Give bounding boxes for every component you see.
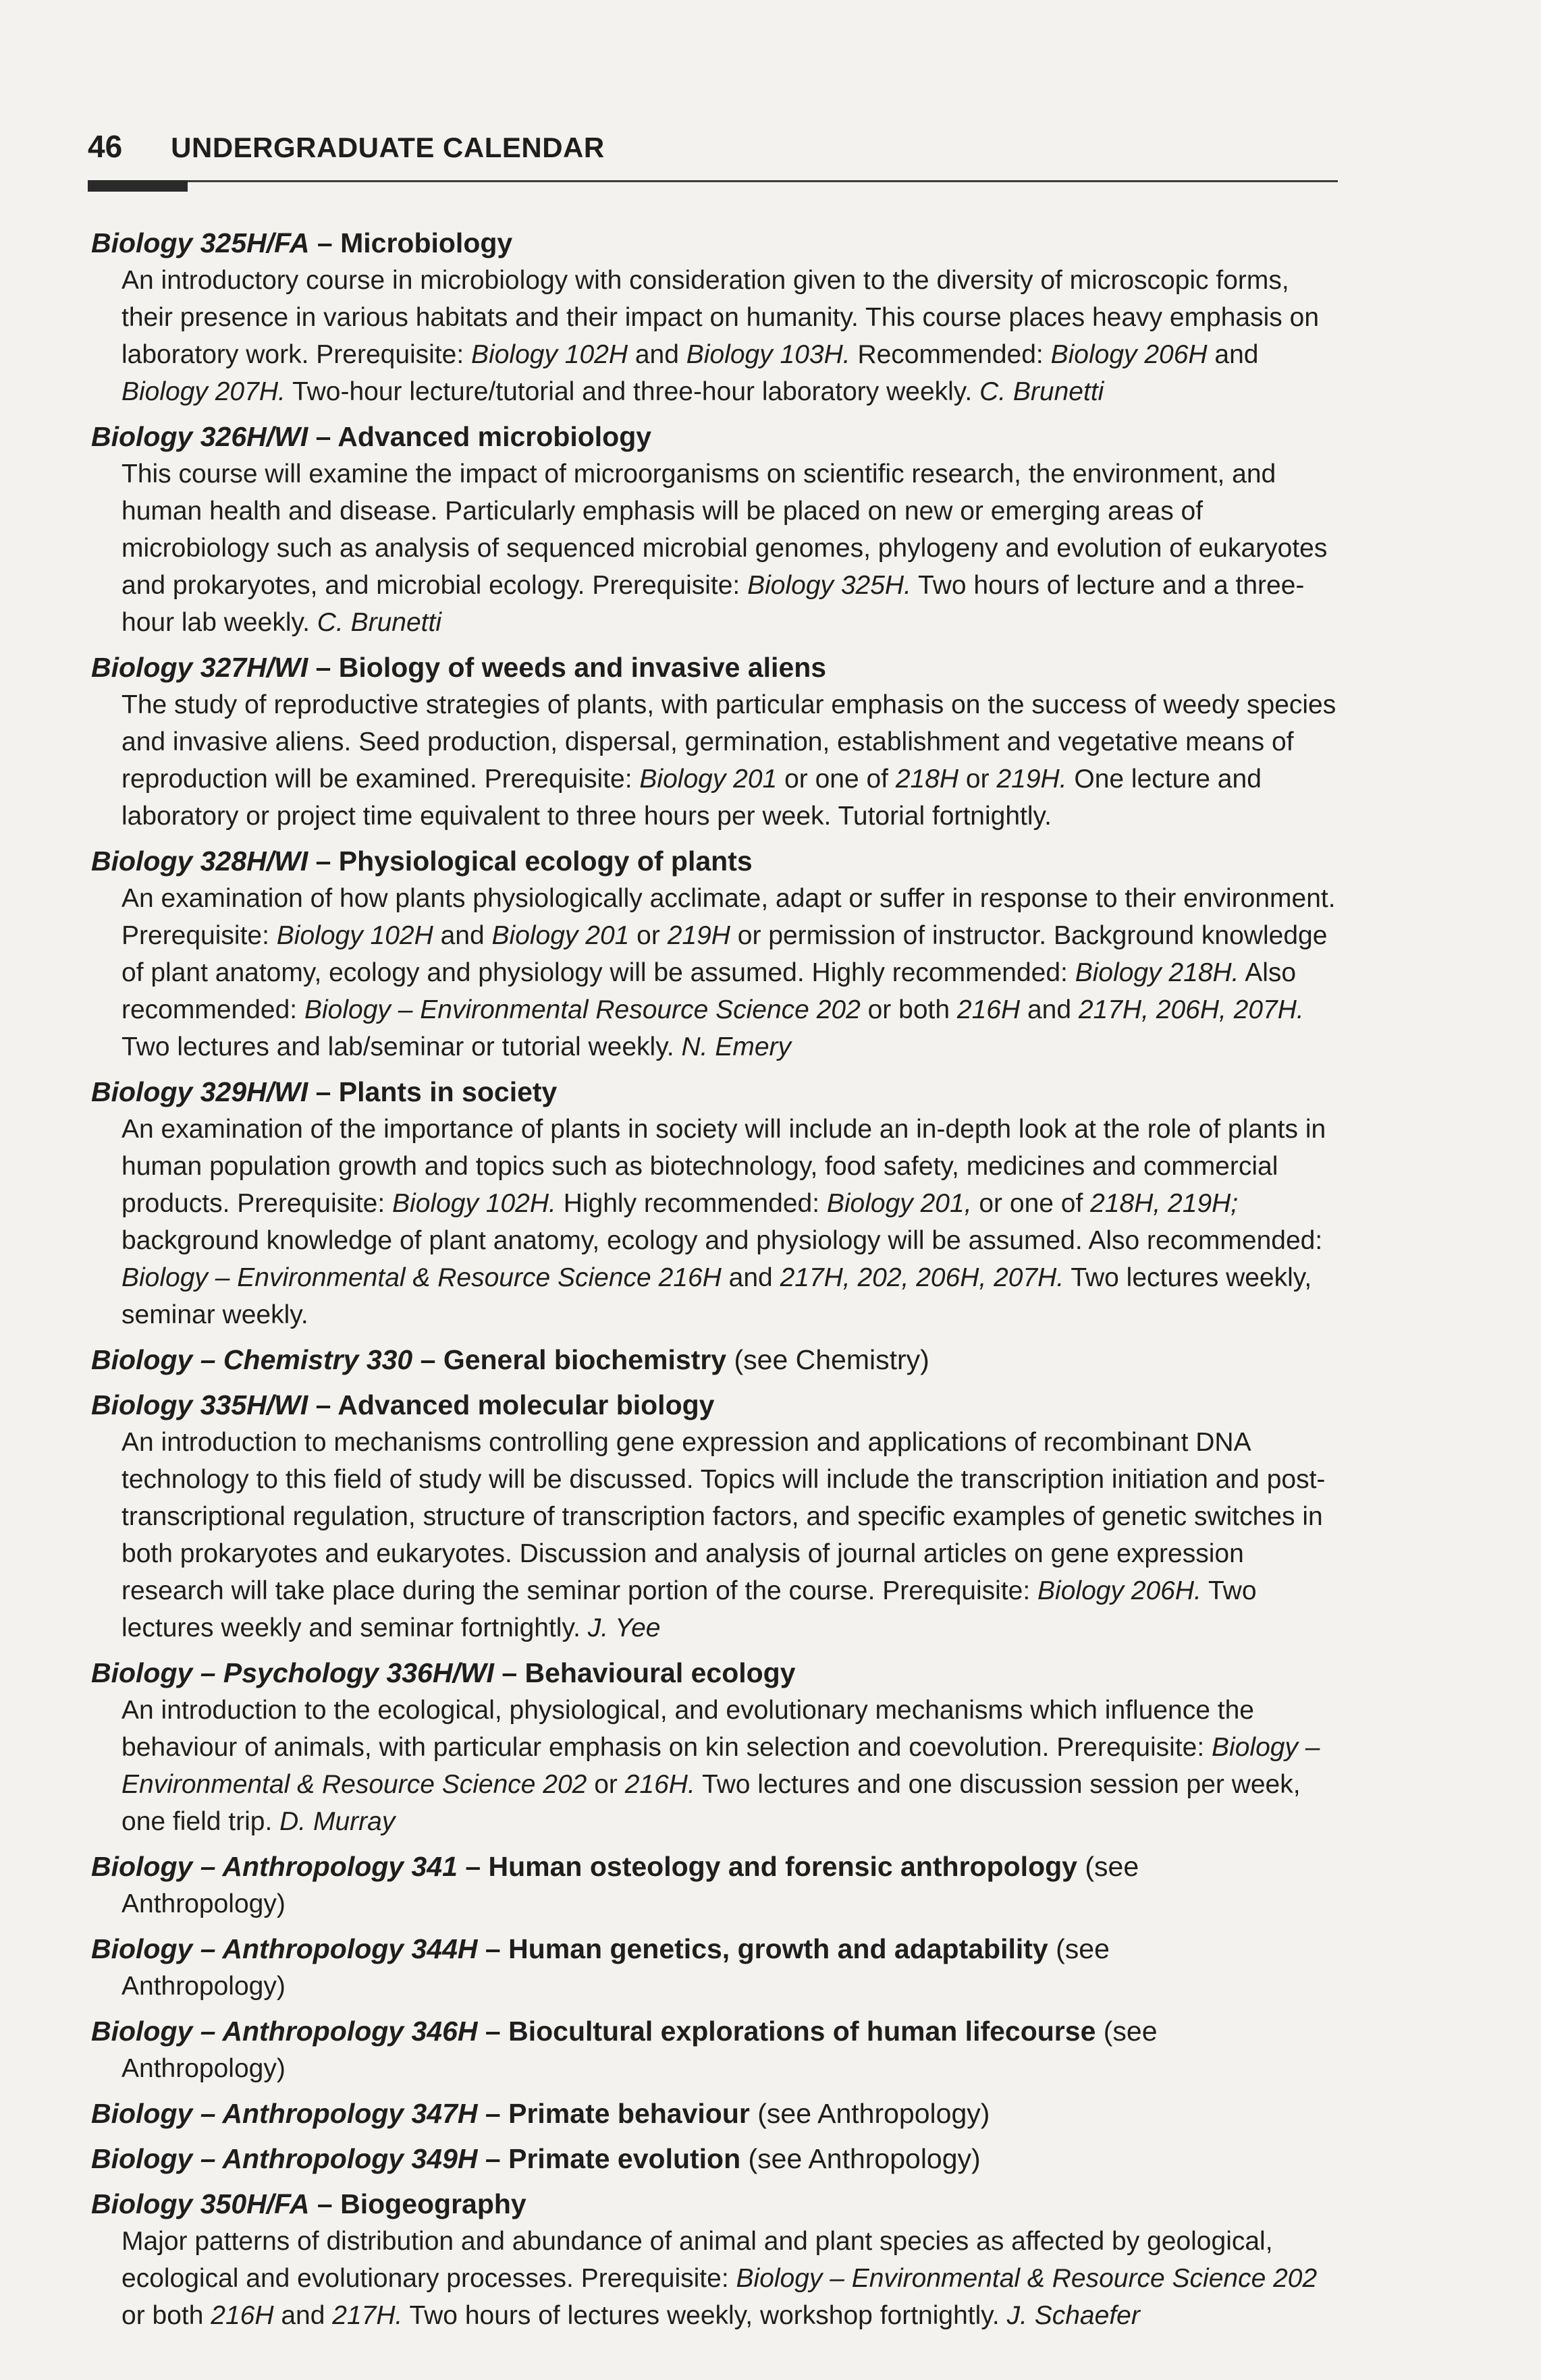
description-segment: or (629, 921, 668, 950)
description-segment: One lecture and laboratory or project time equivalent to three hours per week. Tutorial fortnightly. (121, 765, 1262, 831)
course-title (91, 1655, 1347, 1692)
description-italic-segment: Biology 102H. (392, 1189, 556, 1218)
description-segment: and (1020, 995, 1079, 1024)
course-name: – Human genetics, growth and adaptability (477, 1933, 1048, 1964)
course-entry (91, 1074, 1347, 1333)
description-italic-segment: N. Emery (681, 1032, 791, 1061)
course-code: Biology – Anthropology 349H (91, 2143, 478, 2174)
description-segment: The study of reproductive strategies of plants, with particular emphasis on the success of weedy species and invasive aliens. Seed production, dispersal, germination, establishment and vegetative means of reproduction will be examined. Prerequisite: (121, 690, 1336, 794)
description-segment: or permission of instructor. Background knowledge of plant anatomy, ecology and physiology will be assumed. Highly recommended: (121, 921, 1328, 987)
page-number: 46 (88, 129, 123, 164)
course-entry (91, 2095, 1347, 2132)
description-segment: and (433, 921, 492, 950)
description-italic-segment: Biology 207H. (121, 377, 286, 406)
description-segment: Two lectures weekly, seminar weekly. (121, 1263, 1312, 1329)
course-list (91, 225, 1347, 2342)
course-name: – Advanced microbiology (308, 421, 652, 452)
course-code: Biology – Anthropology 341 (91, 1851, 458, 1882)
description-italic-segment: Biology 206H (1050, 340, 1208, 369)
course-entry (91, 225, 1347, 410)
course-description (91, 262, 1347, 410)
course-code: Biology 335H/WI (91, 1389, 308, 1420)
course-name: – Biogeography (309, 2188, 526, 2219)
description-italic-segment: J. Schaefer (1006, 2301, 1140, 2330)
course-name: – Advanced molecular biology (308, 1389, 715, 1420)
course-code: Biology 328H/WI (91, 846, 308, 877)
course-title (91, 2095, 1347, 2132)
description-segment: An introduction to mechanisms controlling gene expression and applications of recombinant DNA technology to this field of study will be discussed. Topics will include the transcription initiation and post-transcriptional regulation, structure of transcription factors, and specific examples of genetic switches in both prokaryotes and eukaryotes. Discussion and analysis of journal articles on gene expression research will take place during the seminar portion of the course. Prerequisite: (121, 1428, 1326, 1605)
description-italic-segment: Biology 201 (639, 765, 778, 794)
course-entry (91, 1655, 1347, 1840)
course-name: – Biology of weeds and invasive aliens (308, 652, 827, 683)
description-italic-segment: 219H (667, 921, 730, 950)
description-italic-segment: Biology – Environmental & Resource Science 202 (736, 2264, 1318, 2293)
course-code: Biology – Anthropology 346H (91, 2016, 478, 2047)
description-segment: Highly recommended: (556, 1189, 827, 1218)
header-rule (88, 180, 1338, 182)
description-segment: and (1207, 340, 1259, 369)
course-title (91, 1074, 1347, 1111)
course-title (91, 2013, 1347, 2050)
description-segment: and (628, 340, 686, 369)
course-description (91, 880, 1347, 1066)
see-reference: (see Anthropology) (749, 2098, 990, 2129)
course-entry (91, 1387, 1347, 1646)
description-italic-segment: Biology 218H. (1075, 958, 1239, 987)
description-italic-segment: Biology 325H. (747, 571, 911, 600)
description-italic-segment: Biology 206H. (1037, 1576, 1201, 1605)
see-reference: (see (1077, 1851, 1139, 1882)
page-header (88, 128, 605, 165)
description-italic-segment: 216H (956, 995, 1021, 1024)
course-code: Biology 327H/WI (91, 652, 308, 683)
description-segment: background knowledge of plant anatomy, ecology and physiology will be assumed. Also recommended: (121, 1226, 1323, 1255)
description-segment: Two lectures and lab/seminar or tutorial weekly. (121, 1032, 682, 1061)
course-name: – Behavioural ecology (493, 1657, 796, 1688)
course-entry (91, 2013, 1347, 2087)
see-reference: (see (1096, 2016, 1158, 2047)
description-italic-segment: Biology – Environmental & Resource Science 216H (121, 1263, 722, 1292)
course-code: Biology – Psychology 336H/WI (91, 1657, 494, 1688)
description-segment: Two lectures and one discussion session per week, one field trip. (121, 1770, 1301, 1836)
course-description (91, 686, 1347, 835)
course-entry (91, 2186, 1347, 2334)
description-italic-segment: C. Brunetti (317, 608, 442, 637)
description-segment: Major patterns of distribution and abundance of animal and plant species as affected by geological, ecological and evolutionary processes. Prerequisite: (121, 2227, 1273, 2293)
description-segment: An examination of the importance of plants in society will include an in-depth look at the role of plants in human population growth and topics such as biotechnology, food safety, medicines and commercial products. Prerequisite: (121, 1115, 1326, 1218)
description-italic-segment: Biology – Environmental Resource Science 202 (304, 995, 861, 1024)
course-entry (91, 1848, 1347, 1922)
description-segment: Two hours of lecture and a three-hour lab weekly. (121, 571, 1305, 637)
course-description (91, 1692, 1347, 1840)
description-italic-segment: 217H, 202, 206H, 207H. (780, 1263, 1064, 1292)
course-name: – Human osteology and forensic anthropology (457, 1851, 1077, 1882)
course-name: – Primate evolution (477, 2143, 741, 2174)
course-entry (91, 2140, 1347, 2178)
course-code: Biology – Anthropology 347H (91, 2098, 478, 2129)
course-name: – General biochemistry (412, 1344, 727, 1375)
see-reference-continued: Anthropology) (121, 1889, 286, 1918)
description-italic-segment: 217H, 206H, 207H. (1078, 995, 1304, 1024)
course-entry (91, 843, 1347, 1066)
description-italic-segment: J. Yee (587, 1613, 661, 1642)
see-reference-continued: Anthropology) (121, 1972, 286, 2001)
see-reference: (see (1048, 1933, 1110, 1964)
see-reference: (see Anthropology) (740, 2143, 981, 2174)
description-italic-segment: 216H. (624, 1770, 695, 1799)
course-code: Biology 350H/FA (91, 2188, 310, 2219)
course-entry (91, 418, 1347, 641)
course-name: – Primate behaviour (477, 2098, 750, 2129)
description-italic-segment: C. Brunetti (979, 377, 1104, 406)
description-italic-segment: 218H (895, 765, 959, 794)
course-title (91, 225, 1347, 262)
course-description (91, 1424, 1347, 1646)
description-segment: Two hours of lectures weekly, workshop fortnightly. (402, 2301, 1007, 2330)
course-title (91, 1848, 1347, 1885)
description-segment: and (721, 1263, 780, 1292)
course-entry (91, 649, 1347, 835)
description-segment: or one of (971, 1189, 1091, 1218)
description-italic-segment: Biology 102H (471, 340, 628, 369)
description-italic-segment: 217H. (332, 2301, 403, 2330)
description-segment: An introduction to the ecological, physiological, and evolutionary mechanisms which influence the behaviour of animals, with particular emphasis on kin selection and coevolution. Prerequisite: (121, 1696, 1254, 1762)
header-rule-tab (88, 180, 188, 192)
description-italic-segment: D. Murray (279, 1807, 396, 1836)
description-segment: An introductory course in microbiology with consideration given to the diversity of microscopic forms, their presence in various habitats and their impact on humanity. This course places heavy emphasis on laboratory work. Prerequisite: (121, 266, 1320, 369)
course-title (91, 843, 1347, 880)
description-segment: Also recommended: (121, 958, 1297, 1024)
description-segment: This course will examine the impact of microorganisms on scientific research, the environment, and human health and disease. Particularly emphasis will be placed on new or emerging areas of microbiology such as analysis of sequenced microbial genomes, phylogeny and evolution of eukaryotes and prokaryotes, and microbial ecology. Prerequisite: (121, 460, 1328, 600)
course-description (91, 2223, 1347, 2334)
description-segment: or one of (777, 765, 896, 794)
page-title: UNDERGRADUATE CALENDAR (171, 132, 605, 163)
description-segment: and (273, 2301, 333, 2330)
course-code: Biology 326H/WI (91, 421, 308, 452)
course-description (91, 1111, 1347, 1333)
description-segment: or (958, 765, 997, 794)
course-title (91, 418, 1347, 455)
description-segment: Recommended: (850, 340, 1051, 369)
description-segment: An examination of how plants physiologically acclimate, adapt or suffer in response to their environment. Prerequisite: (121, 884, 1336, 950)
course-title (91, 1387, 1347, 1424)
description-italic-segment: Biology 201 (491, 921, 630, 950)
description-segment: or both (121, 2301, 211, 2330)
course-name: – Microbiology (309, 227, 513, 258)
description-segment: or (587, 1770, 625, 1799)
description-italic-segment: 216H (211, 2301, 274, 2330)
course-code: Biology – Chemistry 330 (91, 1344, 413, 1375)
course-entry (91, 1341, 1347, 1379)
course-code: Biology 325H/FA (91, 227, 310, 258)
course-title (91, 2140, 1347, 2178)
course-name: – Biocultural explorations of human lifecourse (477, 2016, 1096, 2047)
course-title (91, 649, 1347, 686)
description-segment: or both (860, 995, 957, 1024)
description-italic-segment: 218H, 219H; (1090, 1189, 1239, 1218)
see-reference-continued: Anthropology) (121, 2054, 286, 2083)
course-name: – Plants in society (308, 1076, 558, 1107)
description-segment: Two lectures weekly and seminar fortnightly. (121, 1576, 1257, 1642)
description-italic-segment: Biology 201, (826, 1189, 972, 1218)
course-title (91, 1341, 1347, 1379)
description-italic-segment: 219H. (996, 765, 1067, 794)
course-description (91, 455, 1347, 641)
description-italic-segment: Biology 103H. (686, 340, 850, 369)
course-title (91, 1931, 1347, 1968)
description-italic-segment: Biology 102H (276, 921, 433, 950)
see-reference: (see Chemistry) (726, 1344, 929, 1375)
description-italic-segment: Biology – Environmental & Resource Science 202 (121, 1733, 1320, 1799)
course-name: – Physiological ecology of plants (308, 846, 753, 877)
description-segment: Two-hour lecture/tutorial and three-hour laboratory weekly. (285, 377, 980, 406)
course-code: Biology 329H/WI (91, 1076, 308, 1107)
course-code: Biology – Anthropology 344H (91, 1933, 478, 1964)
course-title (91, 2186, 1347, 2223)
course-entry (91, 1931, 1347, 2005)
